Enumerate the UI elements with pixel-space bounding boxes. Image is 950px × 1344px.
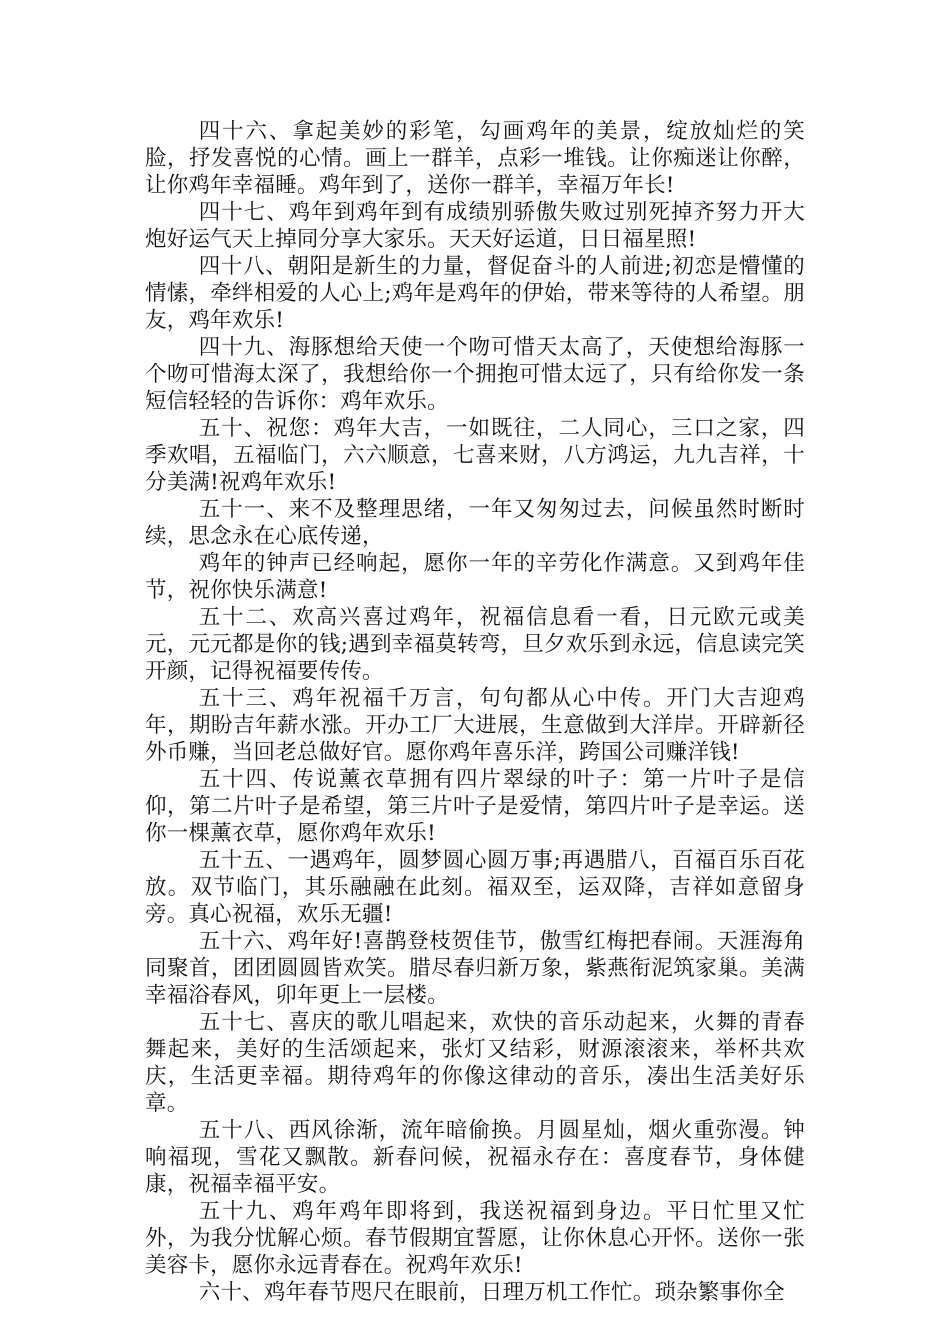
paragraph-53: 五十三、鸡年祝福千万言，句句都从心中传。开门大吉迎鸡年，期盼吉年薪水涨。开办工厂大进展，生意做到大洋岸。开辟新径外币赚，当回老总做好官。愿你鸡年喜乐洋，跨国公司赚洋钱!	[145, 686, 805, 765]
paragraph-48: 四十八、朝阳是新生的力量，督促奋斗的人前进;初恋是懵懂的情愫，牵绊相爱的人心上;鸡年是鸡年的伊始，带来等待的人希望。朋友，鸡年欢乐!	[145, 254, 805, 333]
paragraph-46: 四十六、拿起美妙的彩笔，勾画鸡年的美景，绽放灿烂的笑脸，抒发喜悦的心情。画上一群羊，点彩一堆钱。让你痴迷让你醉，让你鸡年幸福睡。鸡年到了，送你一群羊，幸福万年长!	[145, 119, 805, 198]
paragraph-59: 五十九、鸡年鸡年即将到，我送祝福到身边。平日忙里又忙外，为我分忧解心烦。春节假期宜誓愿，让你休息心开怀。送你一张美容卡，愿你永远青春在。祝鸡年欢乐!	[145, 1199, 805, 1278]
paragraph-56: 五十六、鸡年好!喜鹊登枝贺佳节，傲雪红梅把春闹。天涯海角同聚首，团团圆圆皆欢笑。腊尽春归新万象，紫燕衔泥筑家巢。美满幸福浴春风，卯年更上一层楼。	[145, 929, 805, 1008]
paragraph-52: 五十二、欢高兴喜过鸡年，祝福信息看一看，日元欧元或美元，元元都是你的钱;遇到幸福莫转弯，旦夕欢乐到永远，信息读完笑开颜，记得祝福要传传。	[145, 605, 805, 684]
paragraph-60: 六十、鸡年春节咫尺在眼前，日理万机工作忙。琐杂繁事你全	[198, 1280, 785, 1305]
document-body	[145, 118, 805, 1306]
paragraph-51: 五十一、来不及整理思绪，一年又匆匆过去，问候虽然时断时续，思念永在心底传递，	[145, 497, 805, 549]
paragraph-58: 五十八、西风徐渐，流年暗偷换。月圆星灿，烟火重弥漫。钟响福现，雪花又飘散。新春问候，祝福永存在：喜度春节，身体健康，祝福幸福平安。	[145, 1118, 805, 1197]
paragraph-51-continued: 鸡年的钟声已经响起，愿你一年的辛劳化作满意。又到鸡年佳节，祝你快乐满意!	[145, 551, 805, 603]
paragraph-54: 五十四、传说薰衣草拥有四片翠绿的叶子：第一片叶子是信仰，第二片叶子是希望，第三片叶子是爱情，第四片叶子是幸运。送你一棵薰衣草，愿你鸡年欢乐!	[145, 767, 805, 846]
paragraph-57: 五十七、喜庆的歌儿唱起来，欢快的音乐动起来，火舞的青春舞起来，美好的生活颂起来，张灯又结彩，财源滚滚来，举杯共欢庆，生活更幸福。期待鸡年的你像这律动的音乐，凑出生活美好乐章。	[145, 1010, 805, 1116]
paragraph-49: 四十九、海豚想给天使一个吻可惜天太高了，天使想给海豚一个吻可惜海太深了，我想给你一个拥抱可惜太远了，只有给你发一条短信轻轻的告诉你：鸡年欢乐。	[145, 335, 805, 414]
paragraph-47: 四十七、鸡年到鸡年到有成绩别骄傲失败过别死掉齐努力开大炮好运气天上掉同分享大家乐。天天好运道，日日福星照!	[145, 200, 805, 252]
paragraph-55: 五十五、一遇鸡年，圆梦圆心圆万事;再遇腊八，百福百乐百花放。双节临门，其乐融融在此刻。福双至，运双降，吉祥如意留身旁。真心祝福，欢乐无疆!	[145, 848, 805, 927]
paragraph-50: 五十、祝您：鸡年大吉，一如既往，二人同心，三口之家，四季欢唱，五福临门，六六顺意，七喜来财，八方鸿运，九九吉祥，十分美满!祝鸡年欢乐!	[145, 416, 805, 495]
